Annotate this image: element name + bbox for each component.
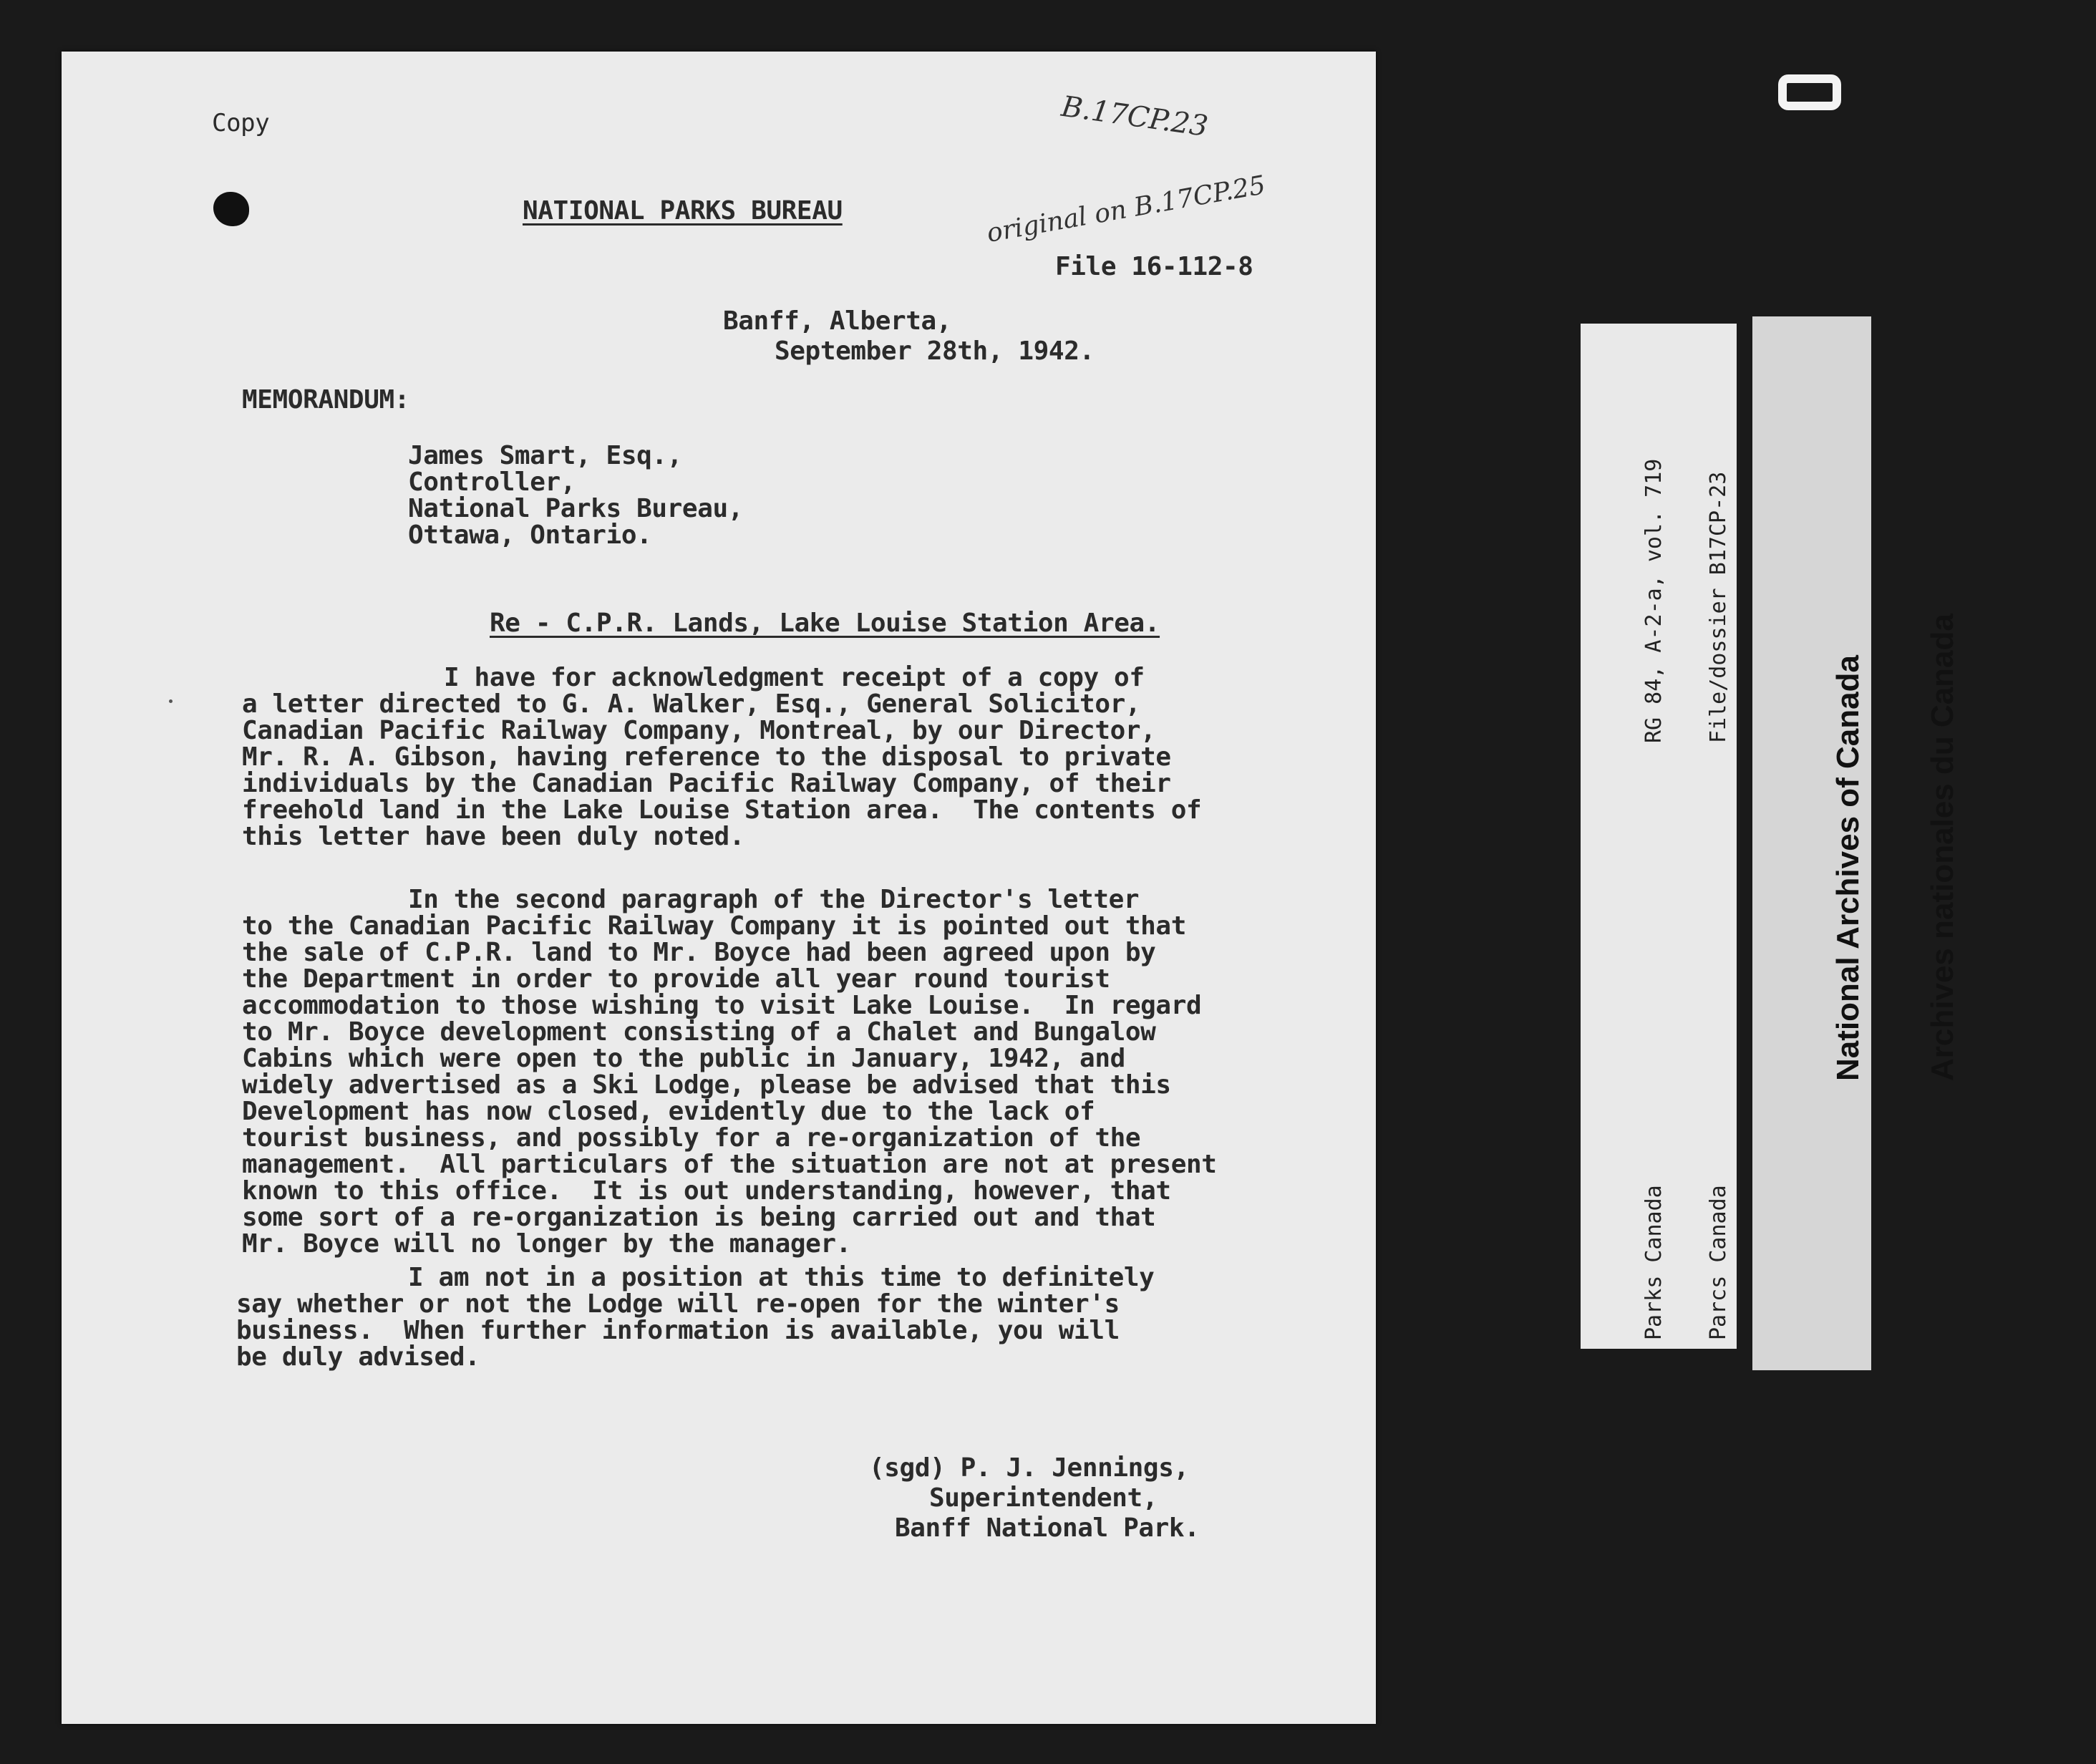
archive-ref-line: RG 84, A-2-a, vol. 719 (1641, 458, 1666, 743)
archive-ref-line: File/dossier B17CP-23 (1706, 471, 1731, 743)
paragraph-line: business. When further information is available, you will (236, 1316, 1120, 1345)
handwritten-original-note: original on B.17CP.25 (984, 170, 1268, 248)
archive-agency-line: Parcs Canada (1706, 1185, 1731, 1340)
archive-agency-block (1601, 1185, 1772, 1340)
addressee-line: Controller, (408, 467, 576, 497)
archive-agency-line: Parks Canada (1641, 1185, 1666, 1340)
paragraph-line: widely advertised as a Ski Lodge, please be advised that this (242, 1070, 1171, 1100)
paragraph-1 (242, 664, 1201, 850)
date-line: September 28th, 1942. (775, 336, 1095, 366)
place-line: Banff, Alberta, (723, 306, 952, 336)
paragraph-line: accommodation to those wishing to visit Lake Louise. In regard (242, 991, 1202, 1020)
page-heading: NATIONAL PARKS BUREAU (523, 196, 843, 226)
memo-page (62, 52, 1376, 1724)
paragraph-line: Cabins which were open to the public in January, 1942, and (242, 1044, 1125, 1073)
paragraph-line: say whether or not the Lodge will re-open for the winter's (236, 1289, 1120, 1319)
paragraph-3 (236, 1264, 1154, 1370)
signature-park: Banff National Park. (895, 1513, 1200, 1543)
frame-marker-icon (1778, 74, 1841, 110)
archive-institution-block (1770, 614, 2022, 1081)
paragraph-line: individuals by the Canadian Pacific Railway Company, of their (242, 769, 1171, 798)
paragraph-line: management. All particulars of the situation are not at present (242, 1150, 1217, 1179)
copy-mark: Copy (212, 109, 270, 137)
handwritten-file-ref: B.17CP.23 (1059, 89, 1210, 144)
paragraph-line: tourist business, and possibly for a re-organization of the (242, 1123, 1141, 1153)
margin-speck (169, 699, 173, 703)
paragraph-line: to Mr. Boyce development consisting of a Chalet and Bungalow (242, 1017, 1156, 1047)
paragraph-2 (242, 886, 1217, 1257)
addressee-line: James Smart, Esq., (408, 441, 682, 470)
ink-blot (213, 192, 249, 226)
paragraph-line: this letter have been duly noted. (242, 822, 745, 851)
signature-name: (sgd) P. J. Jennings, (869, 1453, 1189, 1483)
paragraph-line: Mr. R. A. Gibson, having reference to the disposal to private (242, 742, 1171, 772)
paragraph-line: I am not in a position at this time to definitely (408, 1263, 1155, 1292)
paragraph-line: Development has now closed, evidently due to the lack of (242, 1097, 1095, 1126)
paragraph-line: to the Canadian Pacific Railway Company it is pointed out that (242, 911, 1186, 941)
paragraph-line: In the second paragraph of the Director's letter (408, 885, 1140, 914)
institution-name-fr: Archives nationales du Canada (1925, 614, 1960, 1081)
archive-institution-strip (1752, 316, 1960, 1370)
paragraph-line: Mr. Boyce will no longer by the manager. (242, 1229, 851, 1259)
paragraph-line: be duly advised. (236, 1342, 480, 1372)
paragraph-line: some sort of a re-organization is being carried out and that (242, 1203, 1156, 1232)
signature-title: Superintendent, (929, 1483, 1158, 1513)
memo-label: MEMORANDUM: (242, 385, 410, 415)
subject-line: Re - C.P.R. Lands, Lake Louise Station Area. (490, 609, 1160, 638)
addressee-line: National Parks Bureau, (408, 494, 744, 523)
file-reference: File 16-112-8 (1055, 252, 1253, 281)
institution-name-en: National Archives of Canada (1830, 655, 1865, 1081)
paragraph-line: the Department in order to provide all year round tourist (242, 964, 1110, 994)
addressee-block (408, 442, 743, 548)
paragraph-line: Canadian Pacific Railway Company, Montreal, by our Director, (242, 716, 1156, 745)
addressee-line: Ottawa, Ontario. (408, 520, 652, 550)
paragraph-line: freehold land in the Lake Louise Station area. The contents of (242, 795, 1202, 825)
paragraph-line: I have for acknowledgment receipt of a copy of (444, 663, 1145, 692)
archive-reference-strip (1581, 324, 1737, 1349)
paragraph-line: known to this office. It is out understanding, however, that (242, 1176, 1171, 1206)
paragraph-line: the sale of C.P.R. land to Mr. Boyce had been agreed upon by (242, 938, 1156, 967)
paragraph-line: a letter directed to G. A. Walker, Esq., General Solicitor, (242, 689, 1141, 719)
